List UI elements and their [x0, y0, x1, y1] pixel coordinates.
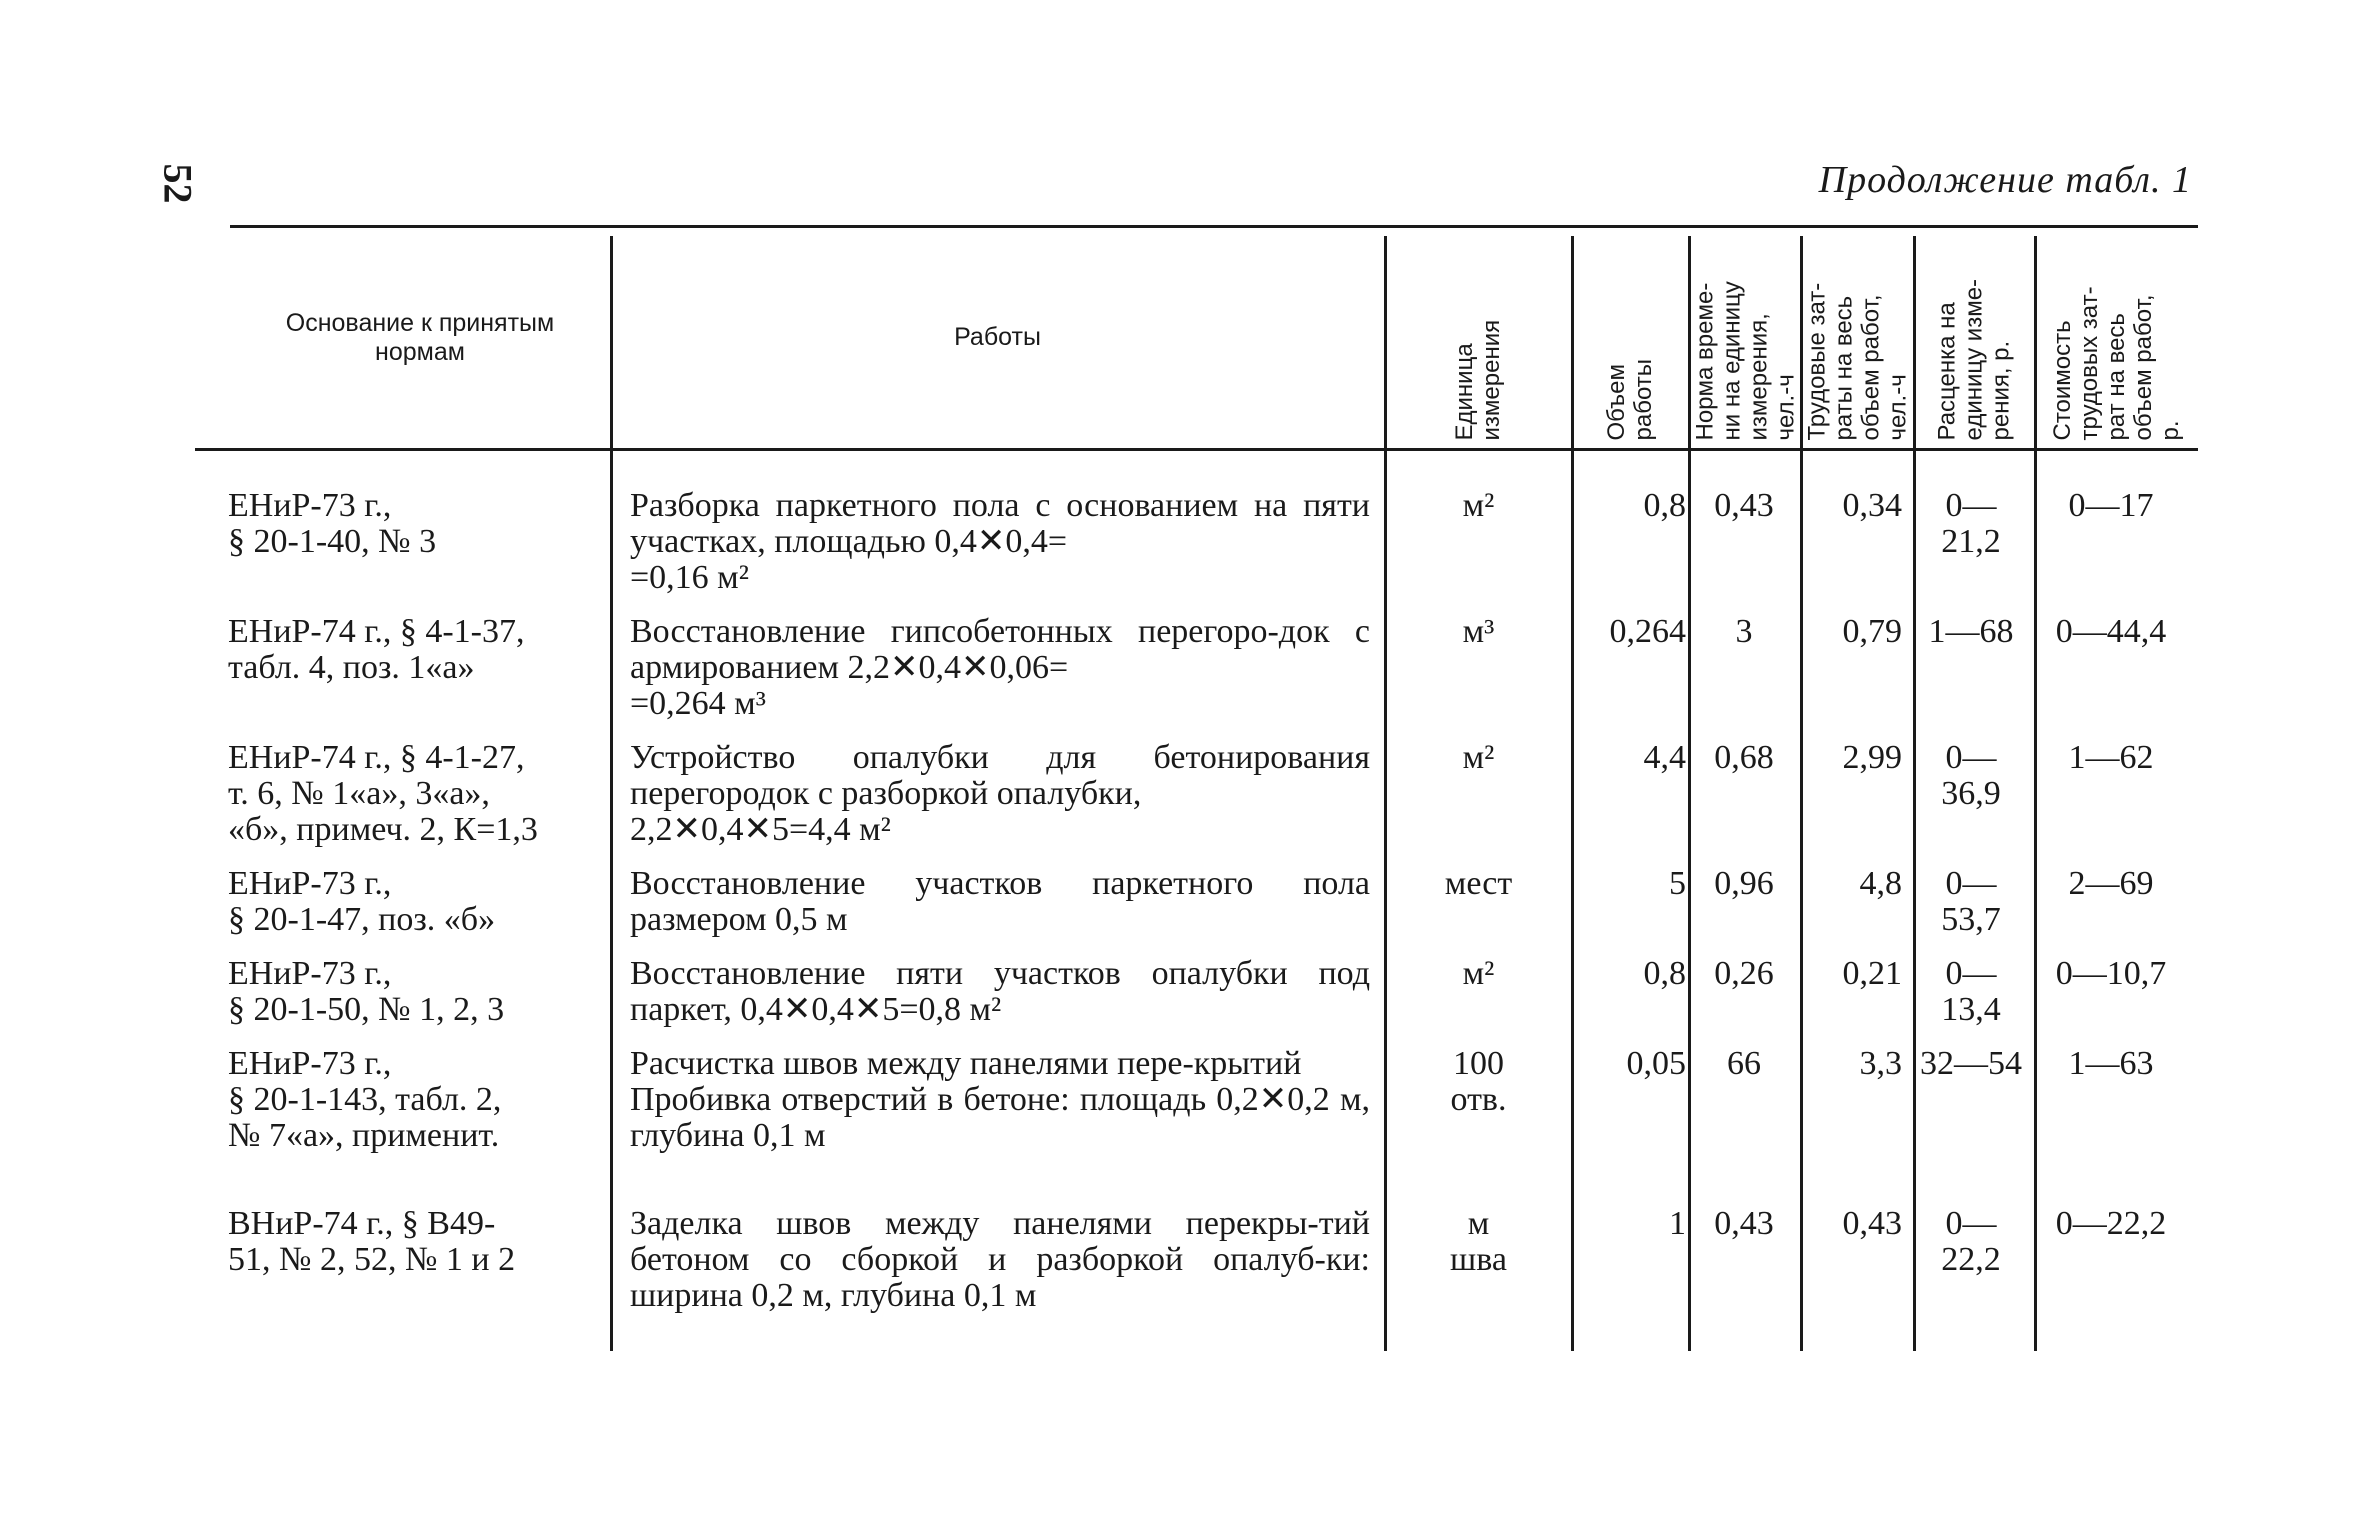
norm-cell: 0,26 [1714, 955, 1774, 992]
cost-cell: 2—69 [2068, 865, 2154, 902]
work-cell: Восстановление гипсобетонных перегоро-док с армированием 2,2✕0,4✕0,06= =0,264 м³ [630, 613, 1370, 722]
labor-cell: 0,79 [1842, 613, 1902, 650]
rate-cell: 1—68 [1928, 613, 2014, 650]
basis-cell: ЕНиР-73 г., § 20-1-50, № 1, 2, 3 [228, 955, 505, 1028]
labor-cell: 3,3 [1859, 1045, 1902, 1082]
header-cost [2037, 230, 2197, 445]
header-volume-text: Объем работы [1603, 358, 1657, 440]
rate-cell: 0— 36,9 [1941, 739, 2001, 812]
basis-cell: ЕНиР-74 г., § 4-1-27, т. 6, № 1«а», 3«а», «б», примеч. 2, К=1,3 [228, 739, 538, 848]
rate-cell: 0— 22,2 [1941, 1205, 2001, 1278]
volume-cell: 0,264 [1609, 613, 1686, 650]
header-norm [1691, 230, 1800, 445]
work-cell: Восстановление пяти участков опалубки под паркет, 0,4✕0,4✕5=0,8 м² [630, 955, 1370, 1028]
table-top-rule [230, 225, 2198, 228]
rate-cell: 0— 21,2 [1941, 487, 2001, 560]
norm-cell: 0,68 [1714, 739, 1774, 776]
header-norm-text: Норма време- ни на единицу измерения, чел.-ч [1690, 280, 1799, 440]
work-cell: Устройство опалубки для бетонирования перегородок с разборкой опалубки, 2,2✕0,4✕5=4,4 м² [630, 739, 1370, 848]
cost-cell: 0—22,2 [2055, 1205, 2167, 1242]
norm-cell: 66 [1727, 1045, 1761, 1082]
column-divider [610, 236, 613, 1351]
norm-cell: 3 [1735, 613, 1753, 650]
header-labor [1803, 230, 1913, 445]
header-works-text: Работы [954, 323, 1041, 352]
header-labor-text: Трудовые зат- раты на весь объем работ, чел.-ч [1803, 282, 1911, 440]
norm-cell: 0,43 [1714, 1205, 1774, 1242]
header-rate [1916, 230, 2034, 445]
header-unit [1387, 230, 1571, 445]
unit-cell: м² [1462, 739, 1495, 776]
work-cell: Расчистка швов между панелями пере-крытий Пробивка отверстий в бетоне: площадь 0,2✕0,2 м, глубина 0,1 м [630, 1045, 1370, 1154]
labor-cell: 2,99 [1842, 739, 1902, 776]
table-continuation-caption: Продолжение табл. 1 [1818, 159, 2192, 201]
basis-cell: ВНиР-74 г., § В49- 51, № 2, 52, № 1 и 2 [228, 1205, 516, 1278]
volume-cell: 0,05 [1626, 1045, 1686, 1082]
work-cell: Восстановление участков паркетного пола размером 0,5 м [630, 865, 1370, 938]
volume-cell: 0,8 [1643, 955, 1686, 992]
volume-cell: 1 [1669, 1205, 1686, 1242]
cost-cell: 1—63 [2068, 1045, 2154, 1082]
volume-cell: 4,4 [1643, 739, 1686, 776]
header-rate-text: Расценка на единицу изме- рения, р. [1933, 278, 2015, 440]
basis-cell: ЕНиР-73 г., § 20-1-143, табл. 2, № 7«а», применит. [228, 1045, 502, 1154]
unit-cell: мест [1444, 865, 1513, 902]
rate-cell: 32—54 [1920, 1045, 2022, 1082]
work-cell: Заделка швов между панелями перекры-тий бетоном со сборкой и разборкой опалуб-ки: ширина 0,2 м, глубина 0,1 м [630, 1205, 1370, 1314]
rate-cell: 0— 53,7 [1941, 865, 2001, 938]
unit-cell: 100 отв. [1450, 1045, 1507, 1118]
volume-cell: 0,8 [1643, 487, 1686, 524]
cost-cell: 0—10,7 [2055, 955, 2167, 992]
cost-cell: 0—17 [2068, 487, 2154, 524]
labor-cell: 0,43 [1842, 1205, 1902, 1242]
basis-cell: ЕНиР-73 г., § 20-1-47, поз. «б» [228, 865, 496, 938]
unit-cell: м² [1462, 487, 1495, 524]
basis-cell: ЕНиР-73 г., § 20-1-40, № 3 [228, 487, 437, 560]
header-unit-text: Единица измерения [1451, 319, 1505, 440]
header-cost-text: Стоимость трудовых зат- рат на весь объем работ, р. [2048, 285, 2184, 440]
cost-cell: 1—62 [2068, 739, 2154, 776]
basis-cell: ЕНиР-74 г., § 4-1-37, табл. 4, поз. 1«а» [228, 613, 525, 686]
labor-cell: 4,8 [1859, 865, 1902, 902]
labor-cell: 0,21 [1842, 955, 1902, 992]
unit-cell: м² [1462, 955, 1495, 992]
rate-cell: 0— 13,4 [1941, 955, 2001, 1028]
volume-cell: 5 [1669, 865, 1686, 902]
work-cell: Разборка паркетного пола с основанием на пяти участках, площадью 0,4✕0,4= =0,16 м² [630, 487, 1370, 596]
header-bottom-rule [195, 448, 2198, 451]
norm-cell: 0,43 [1714, 487, 1774, 524]
unit-cell: м³ [1462, 613, 1495, 650]
unit-cell: м шва [1450, 1205, 1507, 1278]
page-number: 52 [155, 163, 201, 204]
header-works [615, 230, 1380, 445]
labor-cell: 0,34 [1842, 487, 1902, 524]
header-basis-text: Основание к принятым нормам [285, 308, 555, 366]
header-volume [1574, 230, 1688, 445]
cost-cell: 0—44,4 [2055, 613, 2167, 650]
header-basis [240, 230, 600, 445]
norm-cell: 0,96 [1714, 865, 1774, 902]
